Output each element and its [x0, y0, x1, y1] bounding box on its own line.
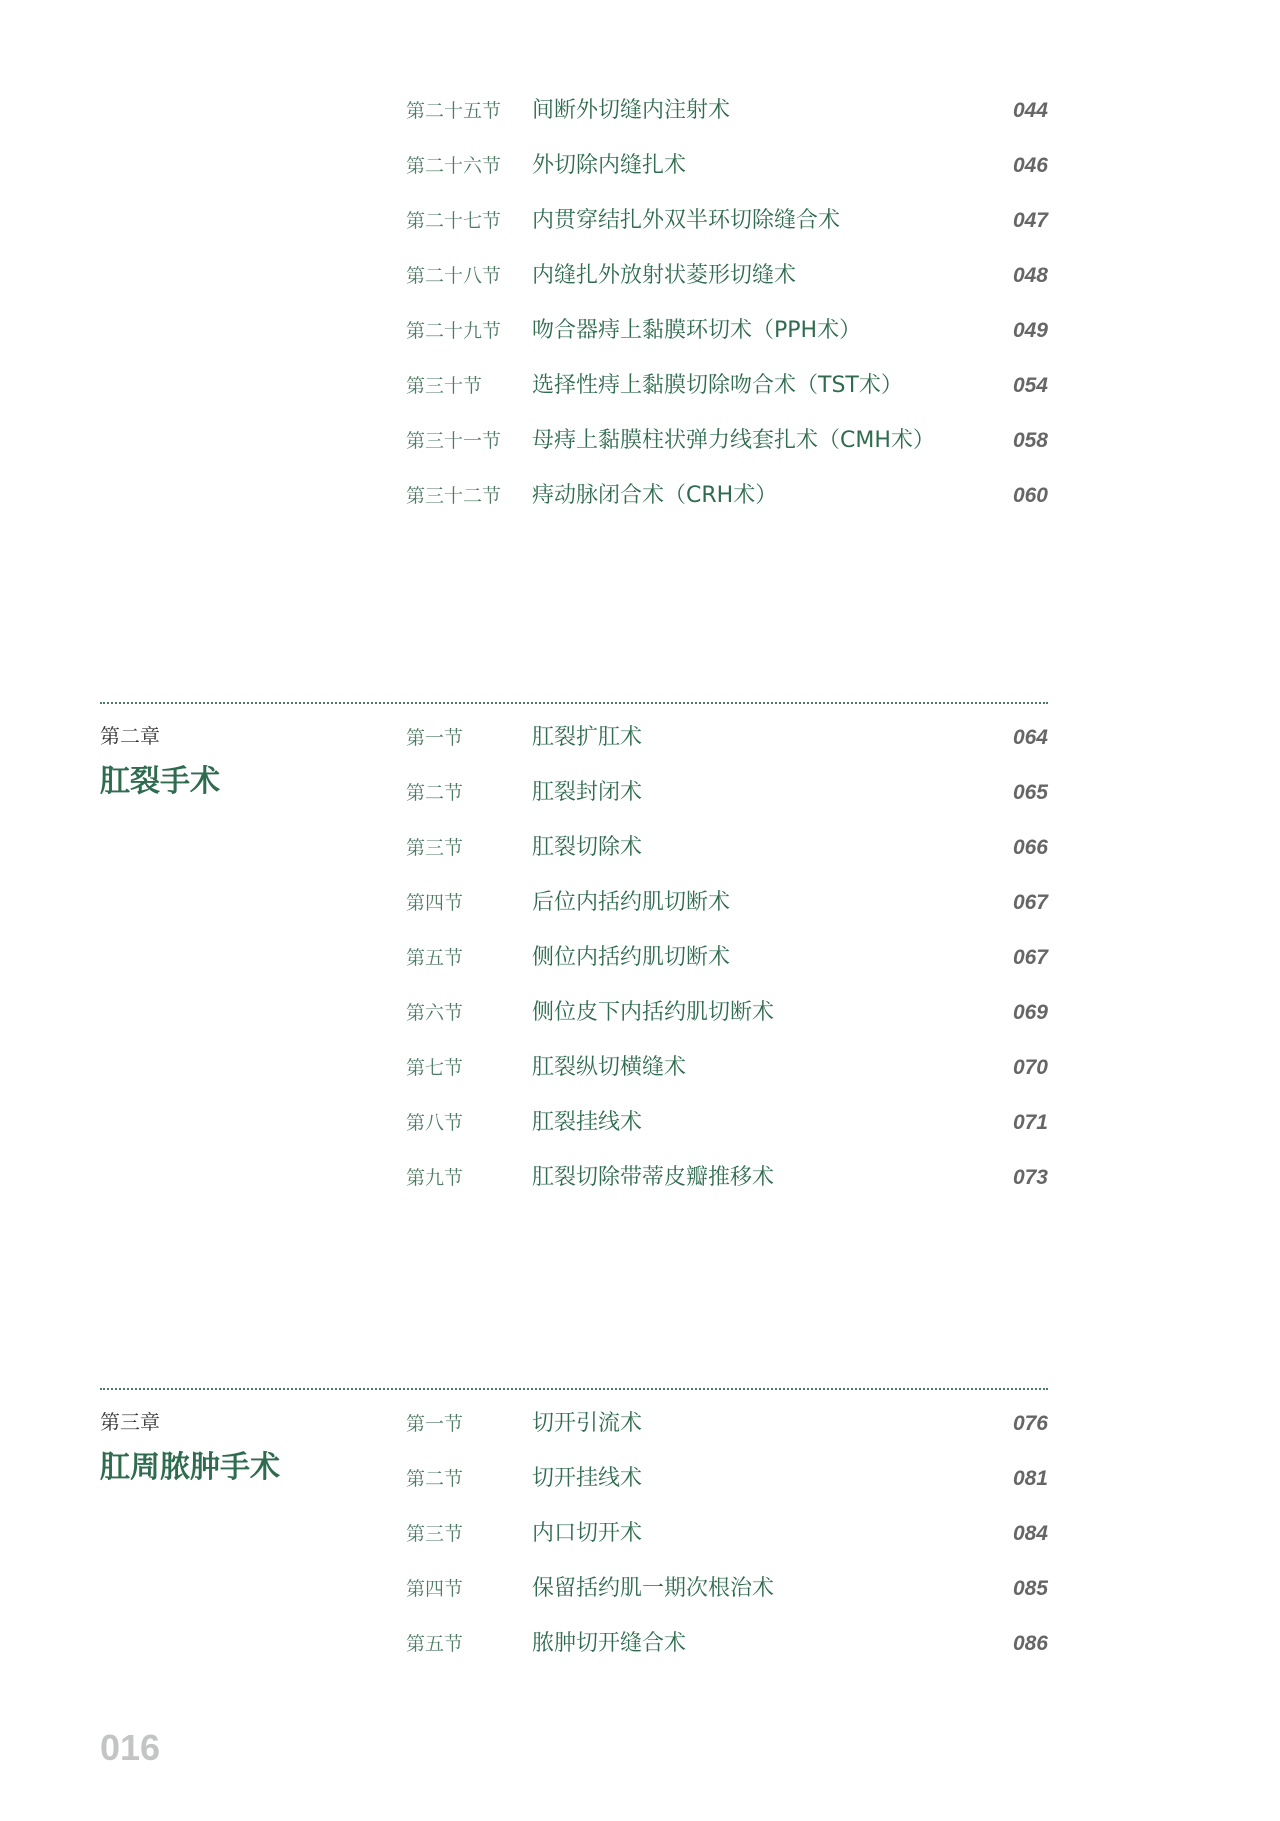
section-number: 第二节 — [406, 782, 464, 804]
section-title[interactable]: 脓肿切开缝合术 — [532, 1631, 687, 1656]
toc-entry[interactable] — [0, 311, 1280, 351]
toc-entry[interactable] — [0, 1514, 1280, 1554]
section-title[interactable]: 内贯穿结扎外双半环切除缝合术 — [532, 208, 841, 233]
toc-entry[interactable] — [0, 1158, 1280, 1198]
toc-entry[interactable] — [0, 1624, 1280, 1664]
section-title[interactable]: 肛裂切除术 — [532, 835, 643, 860]
section-number: 第一节 — [406, 727, 464, 749]
page-ref: 058 — [1012, 429, 1048, 452]
page-ref: 070 — [1012, 1056, 1048, 1079]
toc-entry[interactable] — [0, 1569, 1280, 1609]
page-ref: 081 — [1012, 1467, 1048, 1490]
page-ref: 049 — [1012, 319, 1048, 342]
section-title[interactable]: 肛裂纵切横缝术 — [532, 1055, 687, 1080]
section-title[interactable]: 内口切开术 — [532, 1521, 643, 1546]
section-title[interactable]: 外切除内缝扎术 — [532, 153, 687, 178]
page-ref: 065 — [1012, 781, 1048, 804]
section-number: 第八节 — [406, 1112, 464, 1134]
toc-entry[interactable] — [0, 476, 1280, 516]
section-number: 第七节 — [406, 1057, 464, 1079]
page-ref: 076 — [1012, 1412, 1048, 1435]
section-number: 第二十八节 — [406, 265, 502, 287]
section-number: 第五节 — [406, 947, 464, 969]
section-number: 第二十七节 — [406, 210, 502, 232]
toc-entry[interactable] — [0, 718, 1280, 758]
page-ref: 067 — [1012, 946, 1048, 969]
toc-entry[interactable] — [0, 1048, 1280, 1088]
toc-entry[interactable] — [0, 1103, 1280, 1143]
section-title[interactable]: 痔动脉闭合术（CRH术） — [532, 483, 778, 508]
section-number: 第六节 — [406, 1002, 464, 1024]
page-ref: 044 — [1012, 99, 1048, 122]
section-number: 第二十六节 — [406, 155, 502, 177]
section-title[interactable]: 间断外切缝内注射术 — [532, 98, 731, 123]
page-ref: 067 — [1012, 891, 1048, 914]
page-ref: 047 — [1012, 209, 1048, 232]
page-ref: 085 — [1012, 1577, 1048, 1600]
toc-entry[interactable] — [0, 993, 1280, 1033]
section-title[interactable]: 吻合器痔上黏膜环切术（PPH术） — [532, 318, 862, 343]
section-number: 第四节 — [406, 892, 464, 914]
page-ref: 054 — [1012, 374, 1048, 397]
chapter-label: 第二章 — [100, 724, 160, 748]
toc-entry[interactable] — [0, 421, 1280, 461]
page-ref: 046 — [1012, 154, 1048, 177]
page-ref: 064 — [1012, 726, 1048, 749]
chapter-title[interactable]: 肛周脓肿手术 — [100, 1450, 280, 1485]
section-title[interactable]: 后位内括约肌切断术 — [532, 890, 731, 915]
toc-entry[interactable] — [0, 1459, 1280, 1499]
section-title[interactable]: 保留括约肌一期次根治术 — [532, 1576, 775, 1601]
section-title[interactable]: 肛裂切除带蒂皮瓣推移术 — [532, 1165, 775, 1190]
section-title[interactable]: 肛裂封闭术 — [532, 780, 643, 805]
section-number: 第九节 — [406, 1167, 464, 1189]
toc-entry[interactable] — [0, 256, 1280, 296]
page-ref: 048 — [1012, 264, 1048, 287]
page-ref: 084 — [1012, 1522, 1048, 1545]
chapter-label: 第三章 — [100, 1410, 160, 1434]
section-number: 第三节 — [406, 1523, 464, 1545]
toc-entry[interactable] — [0, 828, 1280, 868]
toc-entry[interactable] — [0, 1404, 1280, 1444]
page-ref: 073 — [1012, 1166, 1048, 1189]
section-title[interactable]: 切开挂线术 — [532, 1466, 643, 1491]
toc-entry[interactable] — [0, 91, 1280, 131]
page-ref: 071 — [1012, 1111, 1048, 1134]
toc-entry[interactable] — [0, 201, 1280, 241]
section-title[interactable]: 肛裂挂线术 — [532, 1110, 643, 1135]
section-title[interactable]: 侧位内括约肌切断术 — [532, 945, 731, 970]
section-title[interactable]: 切开引流术 — [532, 1411, 643, 1436]
page-ref: 060 — [1012, 484, 1048, 507]
toc-entry[interactable] — [0, 773, 1280, 813]
toc-entry[interactable] — [0, 366, 1280, 406]
chapter-title[interactable]: 肛裂手术 — [100, 764, 220, 799]
toc-entry[interactable] — [0, 938, 1280, 978]
section-number: 第二十五节 — [406, 100, 502, 122]
toc-entry[interactable] — [0, 883, 1280, 923]
section-number: 第一节 — [406, 1413, 464, 1435]
section-title[interactable]: 选择性痔上黏膜切除吻合术（TST术） — [532, 373, 903, 398]
section-number: 第三十节 — [406, 375, 483, 397]
section-title[interactable]: 肛裂扩肛术 — [532, 725, 643, 750]
page-ref: 066 — [1012, 836, 1048, 859]
section-number: 第三十二节 — [406, 485, 502, 507]
section-number: 第二节 — [406, 1468, 464, 1490]
section-title[interactable]: 母痔上黏膜柱状弹力线套扎术（CMH术） — [532, 428, 935, 453]
section-number: 第五节 — [406, 1633, 464, 1655]
page-ref: 086 — [1012, 1632, 1048, 1655]
toc-entry[interactable] — [0, 146, 1280, 186]
dotted-divider — [100, 702, 1048, 704]
section-title[interactable]: 侧位皮下内括约肌切断术 — [532, 1000, 775, 1025]
section-number: 第三十一节 — [406, 430, 502, 452]
section-number: 第四节 — [406, 1578, 464, 1600]
section-title[interactable]: 内缝扎外放射状菱形切缝术 — [532, 263, 797, 288]
dotted-divider — [100, 1388, 1048, 1390]
page-number: 016 — [100, 1727, 161, 1768]
section-number: 第三节 — [406, 837, 464, 859]
section-number: 第二十九节 — [406, 320, 502, 342]
page-ref: 069 — [1012, 1001, 1048, 1024]
